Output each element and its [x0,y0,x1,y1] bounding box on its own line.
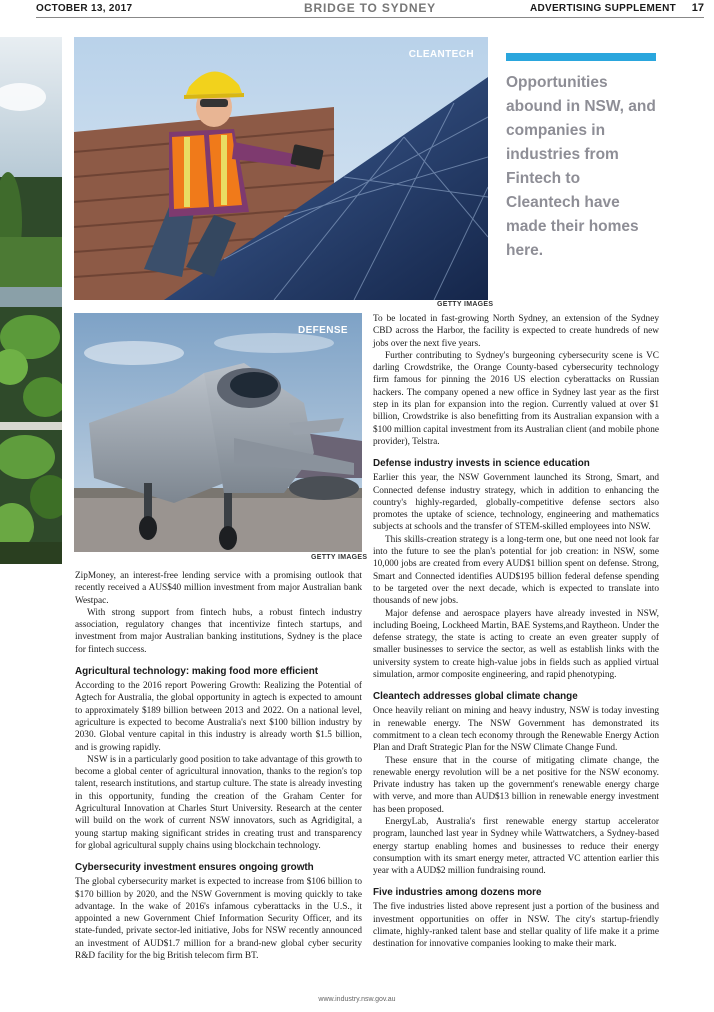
cleantech-photo [74,37,488,300]
paragraph: According to the 2016 report Powering Growth: Realizing the Potential of Agtech for Australia, the global opportunity in agtech is expected to amount to approximately $189 billion between 2013 and 2022. On a national level, agriculture is expected to become Australia's next $100 billion industry by 2030. Global venture capital in this industry is already worth $1.5 billion, and is growing rapidly. [75,681,362,753]
paragraph: The five industries listed above represent just a portion of the business and investment opportunities on offer in NSW. The city's startup-friendly climate, highly-ranked talent base and stellar quality of life make it a prime destination for innovative companies looking to make their mark. [373,902,659,950]
issue-date: OCTOBER 13, 2017 [36,3,133,14]
defense-photo [74,313,362,552]
paragraph: NSW is in a particularly good position to take advantage of this growth to become a global center of agricultural innovation, thanks to the region's top talent, research institutions, and startup culture. The state is already investing in this opportunity, funding the creation of the Graham Center for Agricultural Innovation at Charles Sturt University. Research at the center will build on the work of current NSW innovators, such as Agridigital, a young startup making significant strides in creating trust and transparency for global agricultural supply chains using blockchain technology. [75,754,362,851]
photo-tag-defense: DEFENSE [297,325,348,336]
paragraph: These ensure that in the course of mitigating climate change, the renewable energy revolution will be a net positive for the NSW economy. Private industry has taken up the government's renewable energy charge with verve, and more than AUD$13 billion in renewable energy investment has been proposed. [373,755,659,815]
paragraph: Earlier this year, the NSW Government launched its Strong, Smart, and Connected defense industry strategy, which in addition to enhancing the country's highly-regarded, globally-competitive defense sectors also promotes the uptake of science, technology, engineering and mathematics subjects at schools and the transfer of STEM-skilled employees into NSW. [373,473,659,533]
solar-worker-illustration [74,37,488,300]
subheading-five-industries: Five industries among dozens more [373,887,542,899]
subheading-agtech: Agricultural technology: making food more efficient [75,666,319,678]
fighter-jet-illustration [74,313,362,552]
subheading-cybersecurity: Cybersecurity investment ensures ongoing growth [75,862,314,874]
pull-quote-text: Opportunities abound in NSW, and companies in industries from Fintech to Cleantech have made their homes here. [506,74,656,259]
page-header [36,0,704,18]
paragraph: With strong support from fintech hubs, a robust fintech industry association, regulatory changes that incentivize fintech startups, and investment from major Australian banking institutions, Sydney is the place for fintech success. [75,607,362,655]
left-article-column [75,570,362,962]
paragraph: EnergyLab, Australia's first renewable energy startup accelerator program, launched last year in Sydney while Wattwatchers, a Sydney-based energy startup enabling homes and businesses to reduce their energy consumption with its smart energy meter, attracted VC attention earlier this year with a AUD$2 million fundraising round. [373,816,659,877]
paragraph: To be located in fast-growing North Sydney, an extension of the Sydney CBD across the Harbor, the facility is expected to create hundreds of new jobs over the next five years. [373,314,659,349]
subheading-defense: Defense industry invests in science education [373,458,590,470]
paragraph: This skills-creation strategy is a long-term one, but one need not look far into the future to see the plan's potential for job creation: in NSW, some 10,000 jobs are created from every AUD$1 billion spent on defense. Strong, Smart and Connected identifies AUD$195 billion federal defense spending to be targeted over the next decade, which is expected to translate into thousands of new jobs. [373,534,659,607]
footer-url[interactable]: www.industry.nsw.gov.au [318,996,396,1003]
right-article-column [373,313,659,951]
paragraph: Once heavily reliant on mining and heavy industry, NSW is today investing in renewable energy. The NSW Government has demonstrated its commitment to a clean tech economy through the Renewable Energy Action Plan and Draft Strategic Plan for the NSW Climate Change Fund. [373,706,659,754]
page-number: 17 [691,2,704,14]
farm-edge-photo [0,37,62,564]
pull-quote-accent-bar [506,53,656,61]
paragraph: Major defense and aerospace players have already invested in NSW, including Boeing, Lockheed Martin, BAE Systems,and Raytheon. Under the defense strategy, the state is acting to create an even greater supply of smaller businesses to service the sector, as well as establish links with the university system to create high-value jobs in fields such as applied virtual simulation, armor composite engineering, and rapid phenotyping. [373,608,659,681]
photo-tag-cleantech: CLEANTECH [408,49,474,60]
pull-quote [506,53,656,263]
section-title: BRIDGE TO SYDNEY [304,1,436,15]
paragraph: ZipMoney, an interest-free lending service with a promising outlook that recently received a AUS$40 million investment from major Australian bank Westpac. [75,571,362,606]
supplement-label: ADVERTISING SUPPLEMENT [529,3,676,14]
photo-credit-defense: GETTY IMAGES [311,554,368,561]
subheading-cleantech: Cleantech addresses global climate change [373,691,578,703]
paragraph: The global cybersecurity market is expected to increase from $106 billion to $170 billion by 2020, and the NSW Government is moving quickly to take advantage. In the wake of 2016's infamous cyberattacks in the U.S., it appointed a new Government Chief Information Security Officer, and its state-funded, private sector-led initiative, Jobs for NSW recently announced an investment of AUD$1.7 million for a brand-new global cyber security R&D facility for the big British telecom firm BT. [75,877,362,962]
paragraph: Further contributing to Sydney's burgeoning cybersecurity scene is VC darling Crowdstrike, the Orange County-based cybersecurity technology firm famous for pinning the 2016 US election cyberattacks on Russian hackers. The company opened a new office in Sydney last year as the first step in its plan for expansion into the region. Currently valued at over $1 billion, Crowdstrike is also benefitting from its Australian expansion with a $100 million capital investment from its Australian client (and mobile phone provider), Telstra. [373,350,659,447]
photo-credit-cleantech: GETTY IMAGES [437,301,494,308]
